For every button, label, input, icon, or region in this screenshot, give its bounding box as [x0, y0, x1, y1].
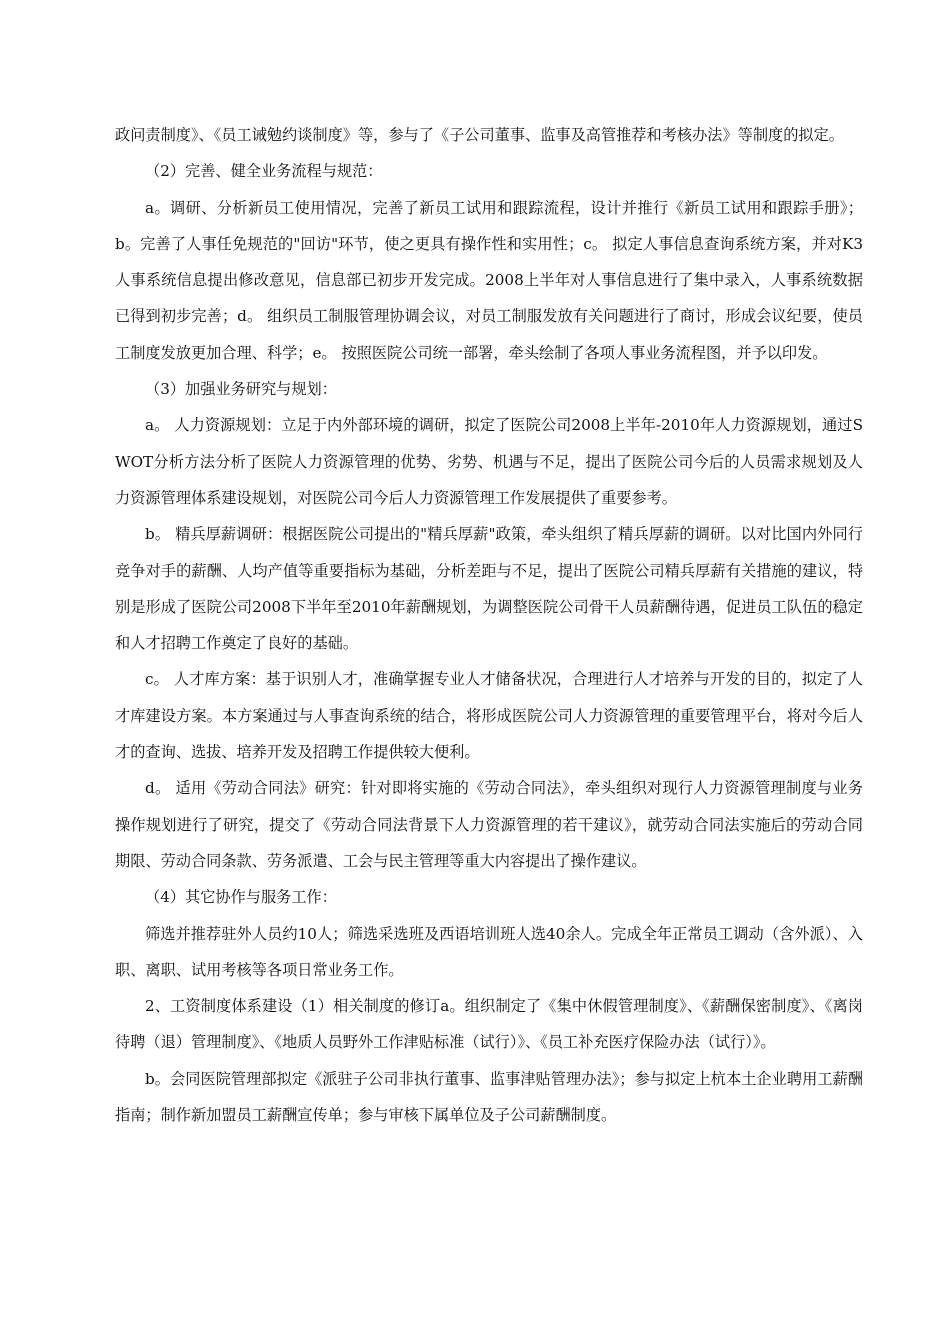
paragraph-3: a。调研、分析新员工使用情况，完善了新员工试用和跟踪流程，设计并推行《新员工试用和跟踪手册》；b。完善了人事任免规范的"回访"环节，使之更具有操作性和实用性；c。 拟定人事信息查询系统方案，并对K3人事系统信息提出修改意见，信息部已初步开发完成。2008上半年对人事信息进行了集中录入，人事系统数据已得到初步完善；d。 组织员工制服管理协调会议，对员工制服发放有关问题进行了商讨，形成会议纪要，使员工制度发放更加合理、科学；e。 按照医院公司统一部署，牵头绘制了各项人事业务流程图，并予以印发。 [115, 198, 863, 362]
paragraph-8: d。 适用《劳动合同法》研究：针对即将实施的《劳动合同法》，牵头组织对现行人力资源管理制度与业务操作规划进行了研究，提交了《劳动合同法背景下人力资源管理的若干建议》，就劳动合同法实施后的劳动合同期限、劳动合同条款、劳务派遣、工会与民主管理等重大内容提出了操作建议。 [115, 779, 863, 870]
paragraph-6: b。 精兵厚薪调研：根据医院公司提出的"精兵厚薪"政策，牵头组织了精兵厚薪的调研。以对比国内外同行竞争对手的薪酬、人均产值等重要指标为基础，分析差距与不足，提出了医院公司精兵厚薪有关措施的建议，特别是形成了医院公司2008下半年至2010年薪酬规划，为调整医院公司骨干人员薪酬待遇，促进员工队伍的稳定和人才招聘工作奠定了良好的基础。 [115, 525, 863, 653]
paragraph-4: （3）加强业务研究与规划： [145, 380, 337, 399]
paragraph-10: 筛选并推荐驻外人员约10人；筛选采选班及西语培训班人选40余人。完成全年正常员工调动（含外派）、入职、离职、试用考核等各项日常业务工作。 [115, 924, 863, 979]
paragraph-7: c。 人才库方案：基于识别人才，准确掌握专业人才储备状况，合理进行人才培养与开发的目的，拟定了人才库建设方案。本方案通过与人事查询系统的结合，将形成医院公司人力资源管理的重要管理平台，将对今后人才的查询、选拔、培养开发及招聘工作提供较大便利。 [115, 670, 863, 762]
paragraph-11: 2、工资制度体系建设（1）相关制度的修订a。组织制定了《集中休假管理制度》、《薪酬保密制度》、《离岗待聘（退）管理制度》、《地质人员野外工作津贴标准（试行）》、《员工补充医疗保险办法（试行）》。 [115, 997, 863, 1052]
paragraph-5: a。 人力资源规划：立足于内外部环境的调研，拟定了医院公司2008上半年-2010年人力资源规划，通过SWOT分析方法分析了医院人力资源管理的优势、劣势、机遇与不足，提出了医院公司今后的人员需求规划及人力资源管理体系建设规划，对医院公司今后人力资源管理工作发展提供了重要参考。 [115, 416, 863, 507]
paragraph-2: （2）完善、健全业务流程与规范： [145, 162, 383, 181]
paragraph-12: b。会同医院管理部拟定《派驻子公司非执行董事、监事津贴管理办法》；参与拟定上杭本土企业聘用工薪酬指南；制作新加盟员工薪酬宣传单；参与审核下属单位及子公司薪酬制度。 [115, 1069, 863, 1125]
document-body [115, 117, 863, 1133]
paragraph-1: 政问责制度》、《员工诫勉约谈制度》等，参与了《子公司董事、监事及高管推荐和考核办法》等制度的拟定。 [115, 126, 844, 144]
paragraph-9: （4）其它协作与服务工作： [145, 888, 337, 907]
